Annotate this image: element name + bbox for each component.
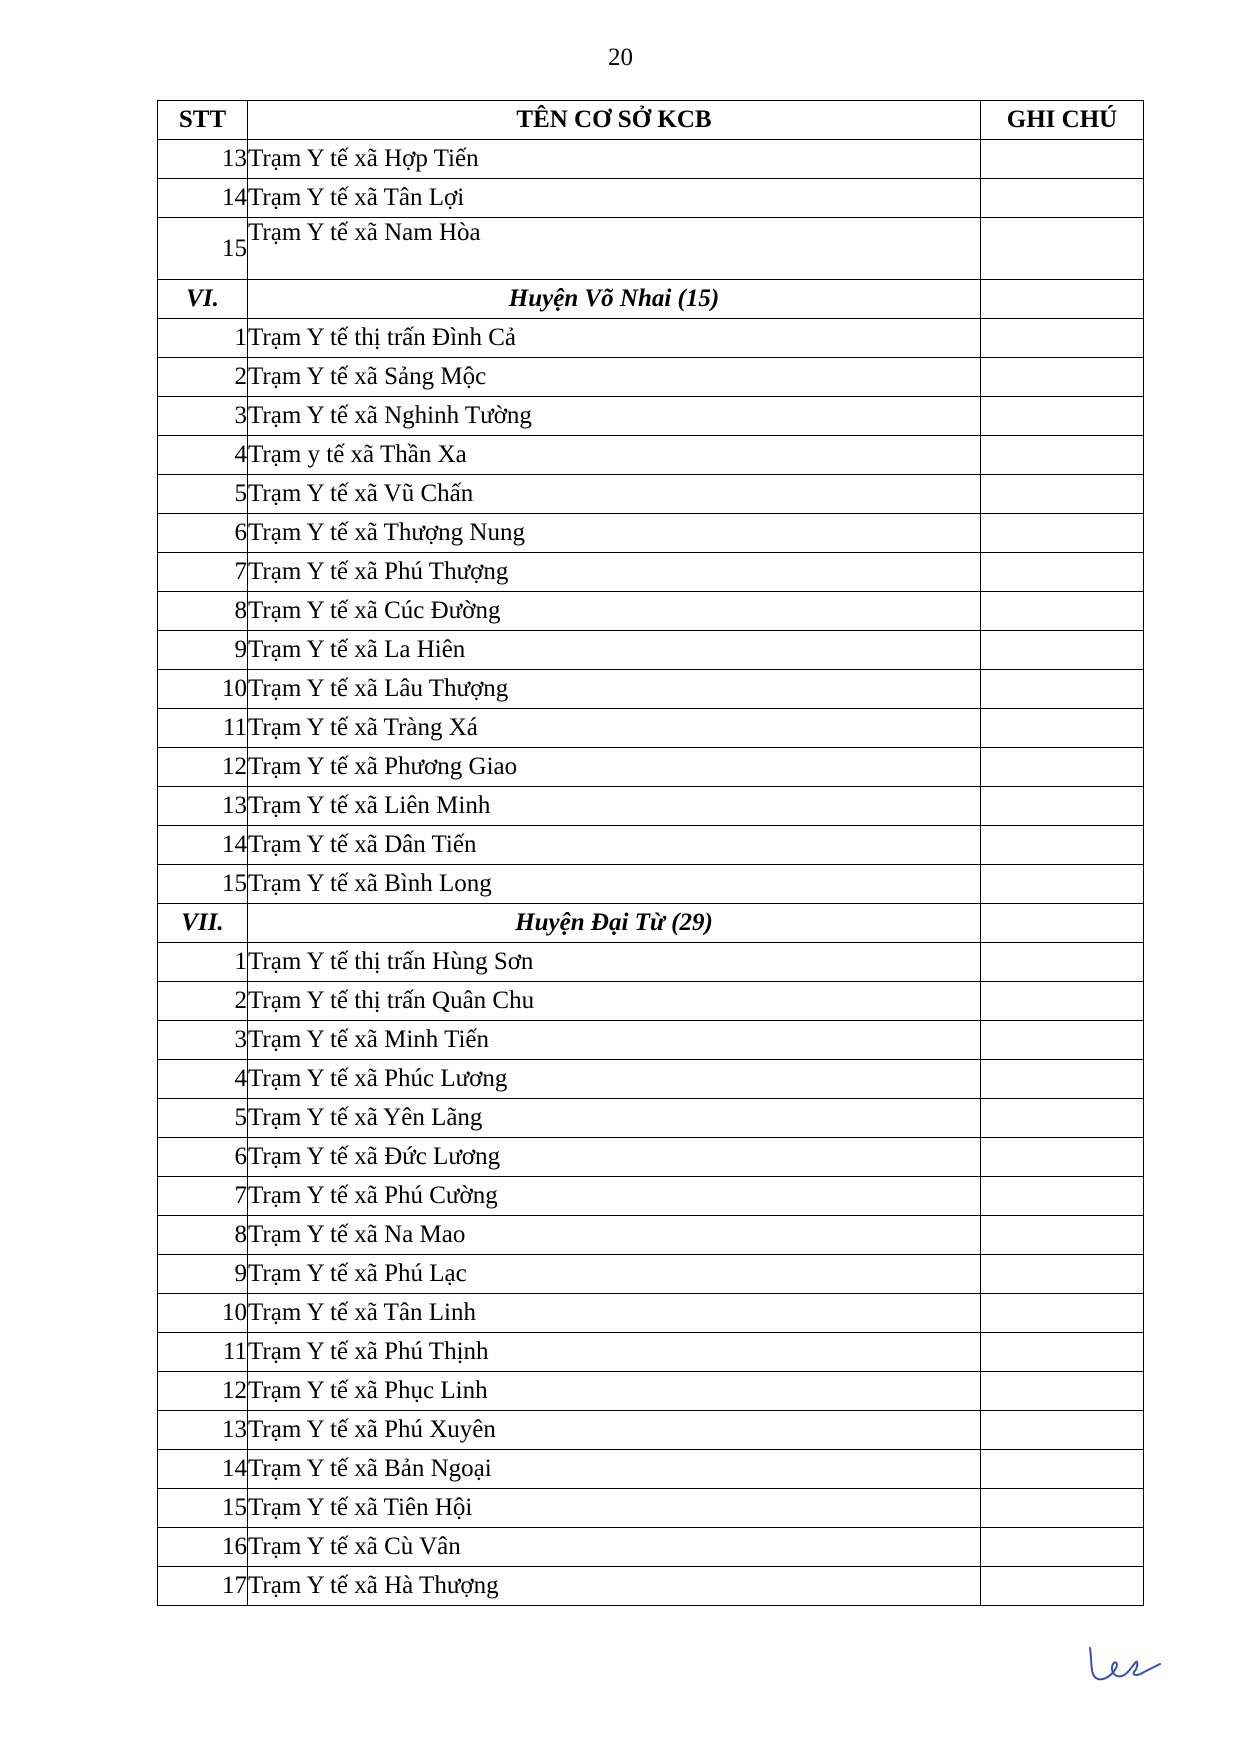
row-note <box>981 319 1144 358</box>
row-stt: 11 <box>158 709 248 748</box>
row-note <box>981 140 1144 179</box>
row-facility-name: Trạm Y tế xã La Hiên <box>248 631 981 670</box>
row-note <box>981 1177 1144 1216</box>
table-body <box>158 140 1144 1606</box>
row-facility-name: Trạm Y tế xã Cù Vân <box>248 1528 981 1567</box>
row-facility-name: Trạm Y tế xã Phương Giao <box>248 748 981 787</box>
table-row <box>158 592 1144 631</box>
row-note <box>981 397 1144 436</box>
row-note <box>981 475 1144 514</box>
row-note <box>981 1450 1144 1489</box>
row-note <box>981 1294 1144 1333</box>
row-note <box>981 709 1144 748</box>
row-note <box>981 865 1144 904</box>
table-row <box>158 787 1144 826</box>
row-note <box>981 1099 1144 1138</box>
row-note <box>981 1021 1144 1060</box>
row-stt: 4 <box>158 1060 248 1099</box>
section-row <box>158 280 1144 319</box>
row-stt: 14 <box>158 1450 248 1489</box>
page-number: 20 <box>608 44 633 71</box>
row-stt: 3 <box>158 1021 248 1060</box>
table-row <box>158 514 1144 553</box>
row-note <box>981 670 1144 709</box>
table-row <box>158 1099 1144 1138</box>
row-facility-name: Trạm Y tế xã Yên Lãng <box>248 1099 981 1138</box>
row-stt: 13 <box>158 787 248 826</box>
table-row <box>158 1138 1144 1177</box>
table-row <box>158 319 1144 358</box>
row-facility-name: Trạm Y tế xã Nam Hòa <box>248 218 981 280</box>
row-note <box>981 1216 1144 1255</box>
row-note <box>981 1255 1144 1294</box>
row-facility-name: Trạm Y tế xã Cúc Đường <box>248 592 981 631</box>
row-facility-name: Trạm Y tế xã Bản Ngoại <box>248 1450 981 1489</box>
row-stt: 6 <box>158 514 248 553</box>
table-row <box>158 1060 1144 1099</box>
section-number: VII. <box>158 904 248 943</box>
row-stt: 12 <box>158 748 248 787</box>
table-header-row <box>158 101 1144 140</box>
table-row <box>158 218 1144 280</box>
row-stt: 13 <box>158 1411 248 1450</box>
row-note <box>981 826 1144 865</box>
row-stt: 12 <box>158 1372 248 1411</box>
table-row <box>158 397 1144 436</box>
row-stt: 13 <box>158 140 248 179</box>
header-facility-name: TÊN CƠ SỞ KCB <box>248 101 981 140</box>
row-stt: 1 <box>158 943 248 982</box>
row-stt: 8 <box>158 1216 248 1255</box>
row-facility-name: Trạm Y tế xã Hợp Tiến <box>248 140 981 179</box>
row-note <box>981 592 1144 631</box>
table-row <box>158 1021 1144 1060</box>
table-row <box>158 1294 1144 1333</box>
row-facility-name: Trạm Y tế thị trấn Quân Chu <box>248 982 981 1021</box>
row-facility-name: Trạm Y tế xã Phú Xuyên <box>248 1411 981 1450</box>
table-row <box>158 826 1144 865</box>
table-row <box>158 982 1144 1021</box>
table-row <box>158 1567 1144 1606</box>
table-row <box>158 865 1144 904</box>
row-facility-name: Trạm y tế xã Thần Xa <box>248 436 981 475</box>
row-stt: 2 <box>158 982 248 1021</box>
row-stt: 14 <box>158 179 248 218</box>
table-row <box>158 943 1144 982</box>
header-stt: STT <box>158 101 248 140</box>
row-note <box>981 358 1144 397</box>
row-facility-name: Trạm Y tế xã Phú Thượng <box>248 553 981 592</box>
row-note <box>981 1489 1144 1528</box>
row-stt: 1 <box>158 319 248 358</box>
row-note <box>981 1060 1144 1099</box>
row-note <box>981 1411 1144 1450</box>
row-stt: 3 <box>158 397 248 436</box>
row-facility-name: Trạm Y tế xã Phúc Lương <box>248 1060 981 1099</box>
row-facility-name: Trạm Y tế xã Dân Tiến <box>248 826 981 865</box>
row-facility-name: Trạm Y tế xã Tiên Hội <box>248 1489 981 1528</box>
row-stt: 15 <box>158 218 248 280</box>
row-facility-name: Trạm Y tế xã Na Mao <box>248 1216 981 1255</box>
row-stt: 2 <box>158 358 248 397</box>
row-facility-name: Trạm Y tế xã Lâu Thượng <box>248 670 981 709</box>
table-row <box>158 1528 1144 1567</box>
table-row <box>158 358 1144 397</box>
row-stt: 9 <box>158 631 248 670</box>
row-note <box>981 436 1144 475</box>
row-stt: 10 <box>158 1294 248 1333</box>
table-row <box>158 709 1144 748</box>
row-stt: 4 <box>158 436 248 475</box>
row-facility-name: Trạm Y tế xã Sảng Mộc <box>248 358 981 397</box>
row-facility-name: Trạm Y tế xã Đức Lương <box>248 1138 981 1177</box>
row-facility-name: Trạm Y tế xã Tân Lợi <box>248 179 981 218</box>
table-row <box>158 1450 1144 1489</box>
row-stt: 15 <box>158 865 248 904</box>
row-stt: 7 <box>158 553 248 592</box>
row-stt: 17 <box>158 1567 248 1606</box>
row-facility-name: Trạm Y tế xã Nghinh Tường <box>248 397 981 436</box>
table-row <box>158 1216 1144 1255</box>
row-note <box>981 218 1144 280</box>
row-note <box>981 1138 1144 1177</box>
section-note <box>981 280 1144 319</box>
row-stt: 16 <box>158 1528 248 1567</box>
row-stt: 6 <box>158 1138 248 1177</box>
section-title: Huyện Đại Từ (29) <box>248 904 981 943</box>
section-title: Huyện Võ Nhai (15) <box>248 280 981 319</box>
row-facility-name: Trạm Y tế xã Hà Thượng <box>248 1567 981 1606</box>
row-stt: 14 <box>158 826 248 865</box>
table-row <box>158 179 1144 218</box>
table-row <box>158 670 1144 709</box>
table-row <box>158 1372 1144 1411</box>
signature-mark <box>1086 1638 1166 1688</box>
row-facility-name: Trạm Y tế xã Phú Lạc <box>248 1255 981 1294</box>
section-row <box>158 904 1144 943</box>
row-note <box>981 982 1144 1021</box>
row-stt: 10 <box>158 670 248 709</box>
row-note <box>981 787 1144 826</box>
row-note <box>981 1372 1144 1411</box>
row-stt: 5 <box>158 475 248 514</box>
table-row <box>158 140 1144 179</box>
table-row <box>158 1255 1144 1294</box>
row-facility-name: Trạm Y tế xã Phú Cường <box>248 1177 981 1216</box>
row-note <box>981 514 1144 553</box>
row-facility-name: Trạm Y tế xã Phú Thịnh <box>248 1333 981 1372</box>
row-note <box>981 179 1144 218</box>
table-row <box>158 1411 1144 1450</box>
row-note <box>981 748 1144 787</box>
table-row <box>158 475 1144 514</box>
row-note <box>981 631 1144 670</box>
row-facility-name: Trạm Y tế thị trấn Hùng Sơn <box>248 943 981 982</box>
row-stt: 9 <box>158 1255 248 1294</box>
table-row <box>158 436 1144 475</box>
row-facility-name: Trạm Y tế xã Liên Minh <box>248 787 981 826</box>
table-row <box>158 1489 1144 1528</box>
table-row <box>158 748 1144 787</box>
row-facility-name: Trạm Y tế xã Vũ Chấn <box>248 475 981 514</box>
table-row <box>158 1333 1144 1372</box>
section-number: VI. <box>158 280 248 319</box>
row-note <box>981 553 1144 592</box>
row-facility-name: Trạm Y tế thị trấn Đình Cả <box>248 319 981 358</box>
row-note <box>981 943 1144 982</box>
row-note <box>981 1528 1144 1567</box>
row-stt: 7 <box>158 1177 248 1216</box>
header-note: GHI CHÚ <box>981 101 1144 140</box>
row-facility-name: Trạm Y tế xã Tràng Xá <box>248 709 981 748</box>
row-stt: 8 <box>158 592 248 631</box>
table-row <box>158 1177 1144 1216</box>
section-note <box>981 904 1144 943</box>
row-facility-name: Trạm Y tế xã Minh Tiến <box>248 1021 981 1060</box>
row-facility-name: Trạm Y tế xã Tân Linh <box>248 1294 981 1333</box>
row-note <box>981 1333 1144 1372</box>
table-row <box>158 553 1144 592</box>
row-stt: 15 <box>158 1489 248 1528</box>
row-facility-name: Trạm Y tế xã Thượng Nung <box>248 514 981 553</box>
row-facility-name: Trạm Y tế xã Phục Linh <box>248 1372 981 1411</box>
row-note <box>981 1567 1144 1606</box>
row-stt: 5 <box>158 1099 248 1138</box>
row-facility-name: Trạm Y tế xã Bình Long <box>248 865 981 904</box>
row-stt: 11 <box>158 1333 248 1372</box>
table-row <box>158 631 1144 670</box>
facility-table <box>157 100 1144 1606</box>
